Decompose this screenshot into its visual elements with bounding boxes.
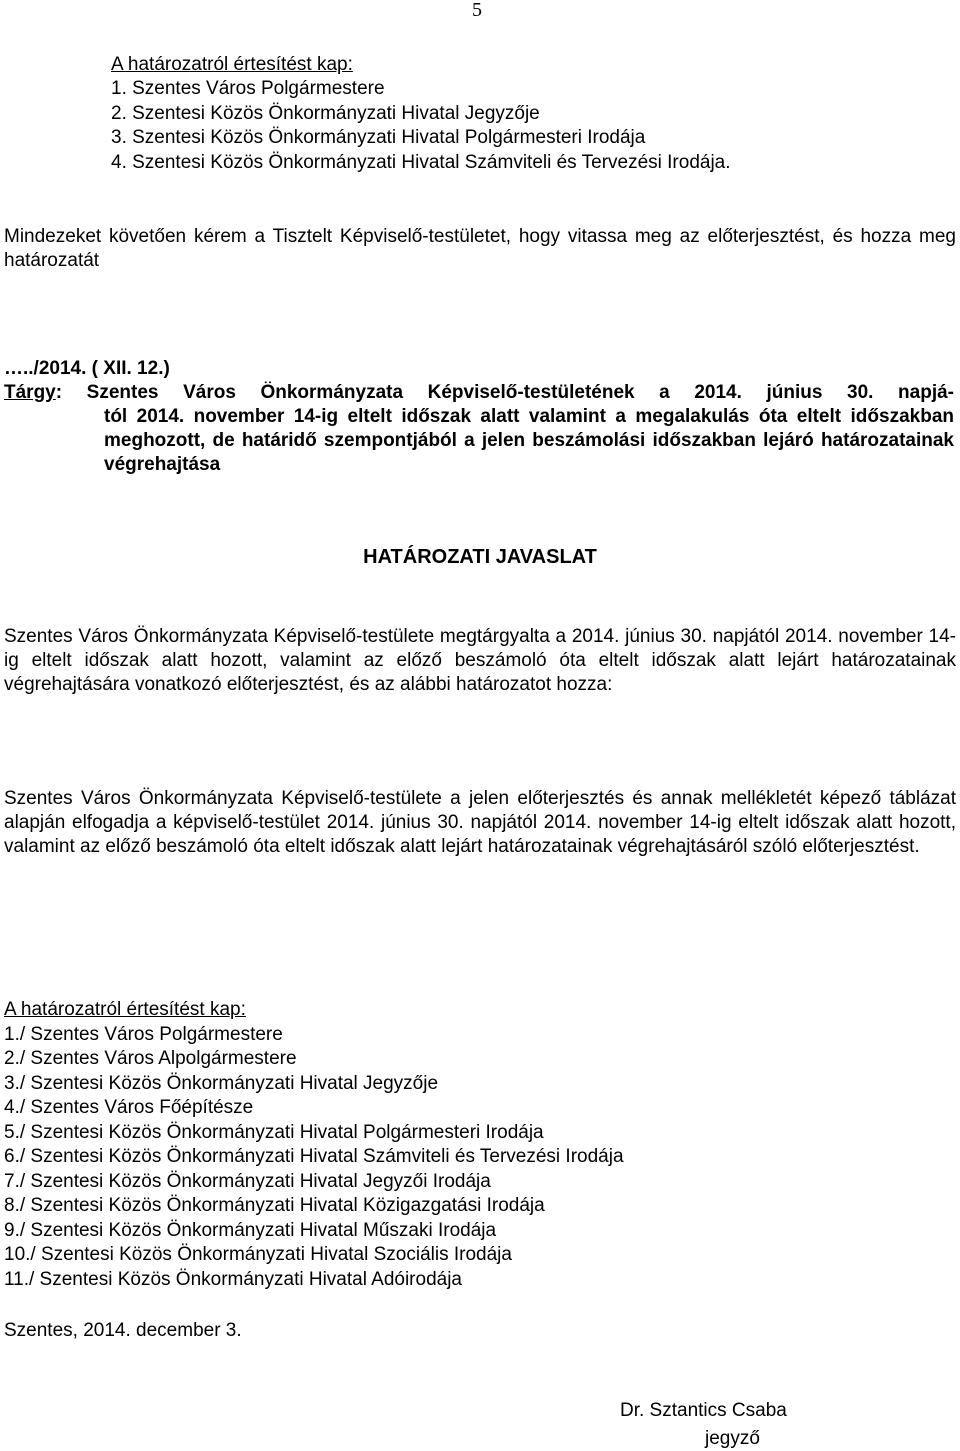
notification-list-top xyxy=(111,53,731,175)
signature-title: jegyző xyxy=(705,1428,760,1449)
list-item: 3./ Szentesi Közös Önkormányzati Hivatal Jegyzője xyxy=(4,1072,439,1094)
date-line: Szentes, 2014. december 3. xyxy=(4,1320,242,1341)
request-paragraph: Mindezeket követően kérem a Tisztelt Képviselő-testületet, hogy vitassa meg az előterjesztést, és hozza meg határozatát xyxy=(4,226,956,271)
resolution-subject xyxy=(4,381,954,477)
list-item: 1./ Szentes Város Polgármestere xyxy=(4,1023,283,1045)
page-number: 5 xyxy=(472,0,482,21)
subject-label: Tárgy xyxy=(4,382,56,403)
list-item: 6./ Szentesi Közös Önkormányzati Hivatal Számviteli és Tervezési Irodája xyxy=(4,1146,624,1167)
subject-first-line: : Szentes Város Önkormányzata Képviselő-testületének a 2014. június 30. napjá- xyxy=(55,382,954,403)
proposal-paragraph-1: Szentes Város Önkormányzata Képviselő-testülete megtárgyalta a 2014. június 30. napjától 2014. november 14-ig eltelt időszak alatt hozott, valamint az előző beszámoló óta eltelt időszak alatt lejárt határozatainak végrehajtására vonatkozó előterjesztést, és az alábbi határozatot hozza: xyxy=(4,626,956,695)
proposal-paragraph-2: Szentes Város Önkormányzata Képviselő-testülete a jelen előterjesztés és annak mellékletét képező táblázat alapján elfogadja a képviselő-testület 2014. június 30. napjától 2014. november 14-ig eltelt időszak alatt hozott, valamint az előző beszámoló óta eltelt időszak alatt lejárt határozatainak végrehajtásáról szóló előterjesztést. xyxy=(4,788,956,857)
list-item: 7./ Szentesi Közös Önkormányzati Hivatal Jegyzői Irodája xyxy=(4,1170,491,1192)
list-item: 4./ Szentes Város Főépítésze xyxy=(4,1097,254,1118)
list-item: 8./ Szentesi Közös Önkormányzati Hivatal Közigazgatási Irodája xyxy=(4,1195,545,1216)
list-item: 4. Szentesi Közös Önkormányzati Hivatal Számviteli és Tervezési Irodája. xyxy=(111,151,731,173)
list-item: 11./ Szentesi Közös Önkormányzati Hivatal Adóirodája xyxy=(4,1268,462,1290)
list-item: 2./ Szentes Város Alpolgármestere xyxy=(4,1048,297,1069)
notification-heading: A határozatról értesítést kap: xyxy=(111,54,353,75)
subject-rest: tól 2014. november 14-ig eltelt időszak alatt valamint a megalakulás óta eltelt időszakban meghozott, de határidő szempontjából a jelen beszámolási időszakban lejáró határozatainak végrehajtása xyxy=(104,406,954,475)
list-item: 9./ Szentesi Közös Önkormányzati Hivatal Műszaki Irodája xyxy=(4,1219,497,1241)
list-item: 1. Szentes Város Polgármestere xyxy=(111,78,385,100)
list-item: 5./ Szentesi Közös Önkormányzati Hivatal Polgármesteri Irodája xyxy=(4,1121,544,1143)
list-item: 3. Szentesi Közös Önkormányzati Hivatal Polgármesteri Irodája xyxy=(111,127,646,149)
notification-heading: A határozatról értesítést kap: xyxy=(4,999,246,1020)
signature-name: Dr. Sztantics Csaba xyxy=(620,1400,787,1421)
notification-list-bottom xyxy=(4,998,624,1292)
proposal-heading: HATÁROZATI JAVASLAT xyxy=(363,546,597,568)
list-item: 10./ Szentesi Közös Önkormányzati Hivatal Szociális Irodája xyxy=(4,1244,512,1265)
list-item: 2. Szentesi Közös Önkormányzati Hivatal Jegyzője xyxy=(111,102,540,124)
resolution-number: …../2014. ( XII. 12.) xyxy=(4,358,170,379)
